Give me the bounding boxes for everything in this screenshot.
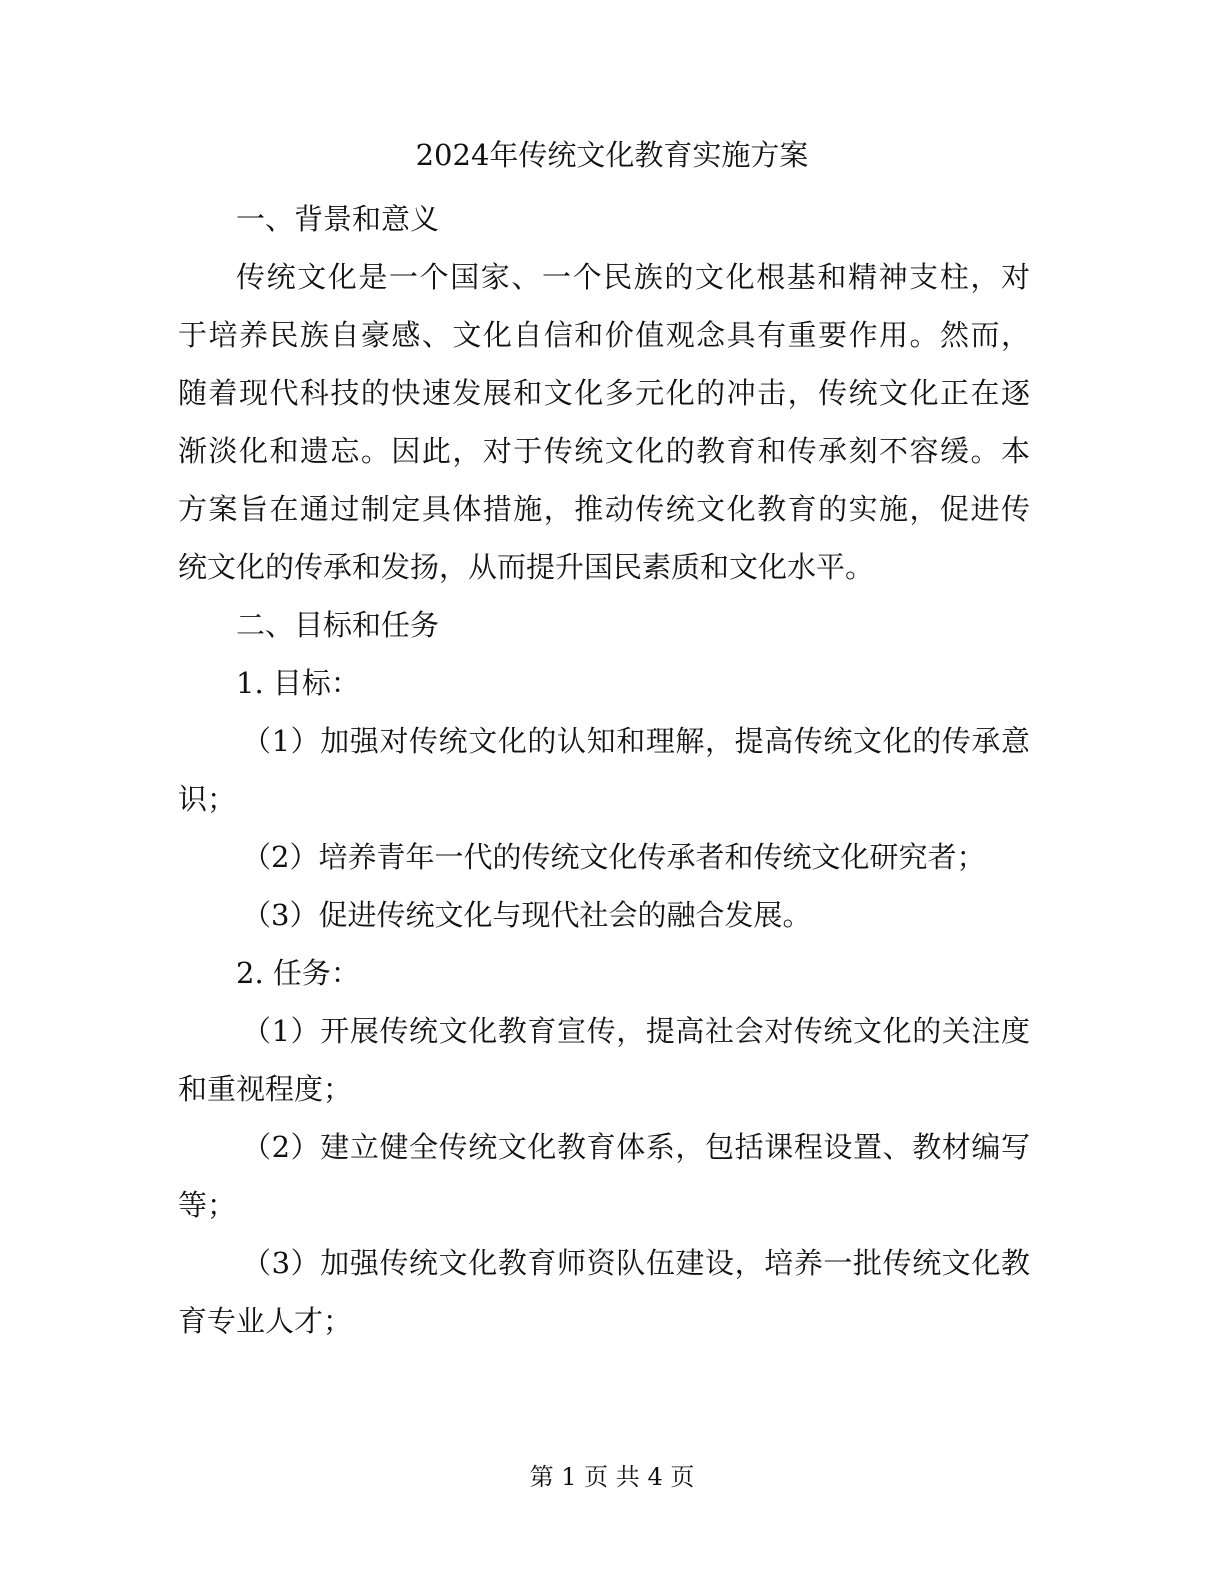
task-item [178,1118,1030,1234]
goal-line: （1）加强对传统文化的认知和理解，提高传统文化的传承意 [242,724,1030,758]
task-item [178,1002,1030,1118]
paragraph-line: 传统文化是一个国家、一个民族的文化根基和精神支柱，对 [236,260,1030,294]
background-paragraph [178,248,1030,596]
task-line: （2）建立健全传统文化教育体系，包括课程设置、教材编写 [242,1130,1030,1164]
goal-line: （3）促进传统文化与现代社会的融合发展。 [242,898,812,932]
task-line: （1）开展传统文化教育宣传，提高社会对传统文化的关注度 [242,1014,1030,1048]
task-line: （3）加强传统文化教育师资队伍建设，培养一批传统文化教 [242,1246,1030,1280]
goals-label: 1. 目标： [236,666,360,700]
tasks-label: 2. 任务： [236,956,360,990]
paragraph-line: 渐淡化和遗忘。因此，对于传统文化的教育和传承刻不容缓。本 [178,434,1030,468]
task-line: 和重视程度； [178,1072,353,1106]
goal-item [178,886,1030,944]
section-heading-background: 一、背景和意义 [236,202,440,236]
paragraph-line: 于培养民族自豪感、文化自信和价值观念具有重要作用。然而， [178,318,1030,352]
paragraph-line: 随着现代科技的快速发展和文化多元化的冲击，传统文化正在逐 [178,376,1030,410]
goal-item [178,828,1030,886]
page-footer: 第 1 页 共 4 页 [529,1463,695,1491]
goal-line: 识； [178,782,237,816]
task-item [178,1234,1030,1350]
paragraph-line: 方案旨在通过制定具体措施，推动传统文化教育的实施，促进传 [178,492,1030,526]
paragraph-line: 统文化的传承和发扬，从而提升国民素质和文化水平。 [178,550,875,584]
document-title: 2024年传统文化教育实施方案 [415,138,809,172]
section-heading-goals-tasks: 二、目标和任务 [236,608,440,642]
goal-item [178,712,1030,828]
goal-line: （2）培养青年一代的传统文化传承者和传统文化研究者； [242,840,986,874]
document-body [178,190,1030,1350]
task-line: 等； [178,1188,237,1222]
task-line: 育专业人才； [178,1304,353,1338]
